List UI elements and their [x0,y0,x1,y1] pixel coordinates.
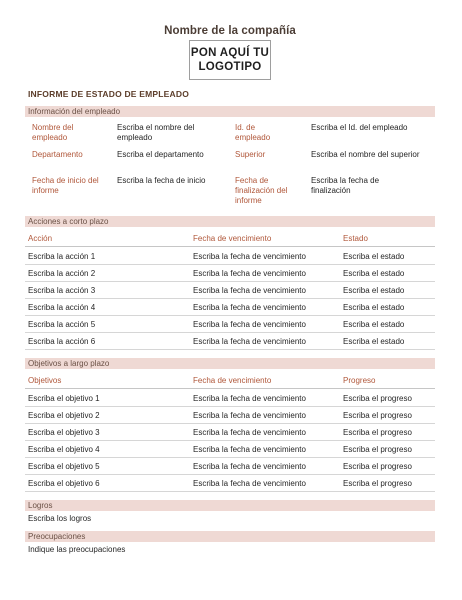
cell-item[interactable]: Escriba la acción 6 [28,337,96,346]
cell-status[interactable]: Escriba el progreso [343,411,412,420]
supervisor-value[interactable]: Escriba el nombre del superior [311,150,420,159]
end-date-label: Fecha de finalización del informe [235,176,288,205]
cell-status[interactable]: Escriba el progreso [343,394,412,403]
table-row [25,390,435,407]
table-row [25,299,435,316]
department-label: Departamento [32,150,83,159]
cell-due-date[interactable]: Escriba la fecha de vencimiento [193,269,306,278]
cell-status[interactable]: Escriba el estado [343,286,405,295]
cell-status[interactable]: Escriba el estado [343,269,405,278]
cell-due-date[interactable]: Escriba la fecha de vencimiento [193,337,306,346]
cell-status[interactable]: Escriba el progreso [343,479,412,488]
cell-due-date[interactable]: Escriba la fecha de vencimiento [193,303,306,312]
cell-due-date[interactable]: Escriba la fecha de vencimiento [193,462,306,471]
section-employee-info: Información del empleado [25,106,435,117]
table-row [25,282,435,299]
col-progress: Progreso [343,376,376,385]
cell-item[interactable]: Escriba el objetivo 3 [28,428,100,437]
col-objectives: Objetivos [28,376,62,385]
employee-id-value[interactable]: Escriba el Id. del empleado [311,123,408,132]
employee-id-label: Id. de empleado [235,123,271,142]
cell-due-date[interactable]: Escriba la fecha de vencimiento [193,411,306,420]
cell-item[interactable]: Escriba la acción 3 [28,286,96,295]
logo-line-2: LOGOTIPO [198,61,262,73]
cell-due-date[interactable]: Escriba la fecha de vencimiento [193,286,306,295]
table-row [25,441,435,458]
cell-item[interactable]: Escriba el objetivo 6 [28,479,100,488]
section-long-term: Objetivos a largo plazo [25,358,435,369]
col-action: Acción [28,234,53,243]
col-due-date: Fecha de vencimiento [193,376,272,385]
table-row [25,407,435,424]
logo-placeholder[interactable] [189,40,271,80]
cell-due-date[interactable]: Escriba la fecha de vencimiento [193,428,306,437]
cell-due-date[interactable]: Escriba la fecha de vencimiento [193,252,306,261]
cell-item[interactable]: Escriba el objetivo 5 [28,462,100,471]
short-term-header [25,231,435,247]
long-term-header [25,373,435,389]
cell-status[interactable]: Escriba el progreso [343,445,412,454]
report-title[interactable]: INFORME DE ESTADO DE EMPLEADO [28,89,190,99]
table-row [25,333,435,350]
table-row [25,475,435,492]
cell-status[interactable]: Escriba el estado [343,320,405,329]
cell-status[interactable]: Escriba el estado [343,337,405,346]
end-date-value[interactable]: Escriba la fecha de finalización [311,176,380,195]
logo-line-1: PON AQUÍ TU [190,47,270,59]
employee-name-value[interactable]: Escriba el nombre del empleado [117,123,195,142]
logo-text [191,46,269,74]
col-status: Estado [343,234,368,243]
cell-item[interactable]: Escriba el objetivo 4 [28,445,100,454]
cell-status[interactable]: Escriba el estado [343,303,405,312]
cell-item[interactable]: Escriba la acción 2 [28,269,96,278]
start-date-value[interactable]: Escriba la fecha de inicio [117,176,206,185]
cell-item[interactable]: Escriba el objetivo 1 [28,394,100,403]
employee-name-label: Nombre del empleado [32,123,74,142]
start-date-label: Fecha de inicio del informe [32,176,99,195]
cell-item[interactable]: Escriba la acción 1 [28,252,96,261]
table-row [25,316,435,333]
table-row [25,458,435,475]
supervisor-label: Superior [235,150,266,159]
section-concerns: Preocupaciones [25,531,435,542]
cell-item[interactable]: Escriba la acción 5 [28,320,96,329]
table-row [25,248,435,265]
cell-due-date[interactable]: Escriba la fecha de vencimiento [193,479,306,488]
table-row [25,424,435,441]
company-name[interactable]: Nombre de la compañía [164,25,296,37]
section-short-term: Acciones a corto plazo [25,216,435,227]
cell-status[interactable]: Escriba el progreso [343,428,412,437]
cell-status[interactable]: Escriba el estado [343,252,405,261]
cell-due-date[interactable]: Escriba la fecha de vencimiento [193,320,306,329]
achievements-text[interactable]: Escriba los logros [28,514,92,523]
cell-item[interactable]: Escriba el objetivo 2 [28,411,100,420]
section-achievements: Logros [25,500,435,511]
col-due-date: Fecha de vencimiento [193,234,272,243]
table-row [25,265,435,282]
cell-status[interactable]: Escriba el progreso [343,462,412,471]
cell-item[interactable]: Escriba la acción 4 [28,303,96,312]
concerns-text[interactable]: Indique las preocupaciones [28,545,126,554]
cell-due-date[interactable]: Escriba la fecha de vencimiento [193,394,306,403]
department-value[interactable]: Escriba el departamento [117,150,204,159]
cell-due-date[interactable]: Escriba la fecha de vencimiento [193,445,306,454]
